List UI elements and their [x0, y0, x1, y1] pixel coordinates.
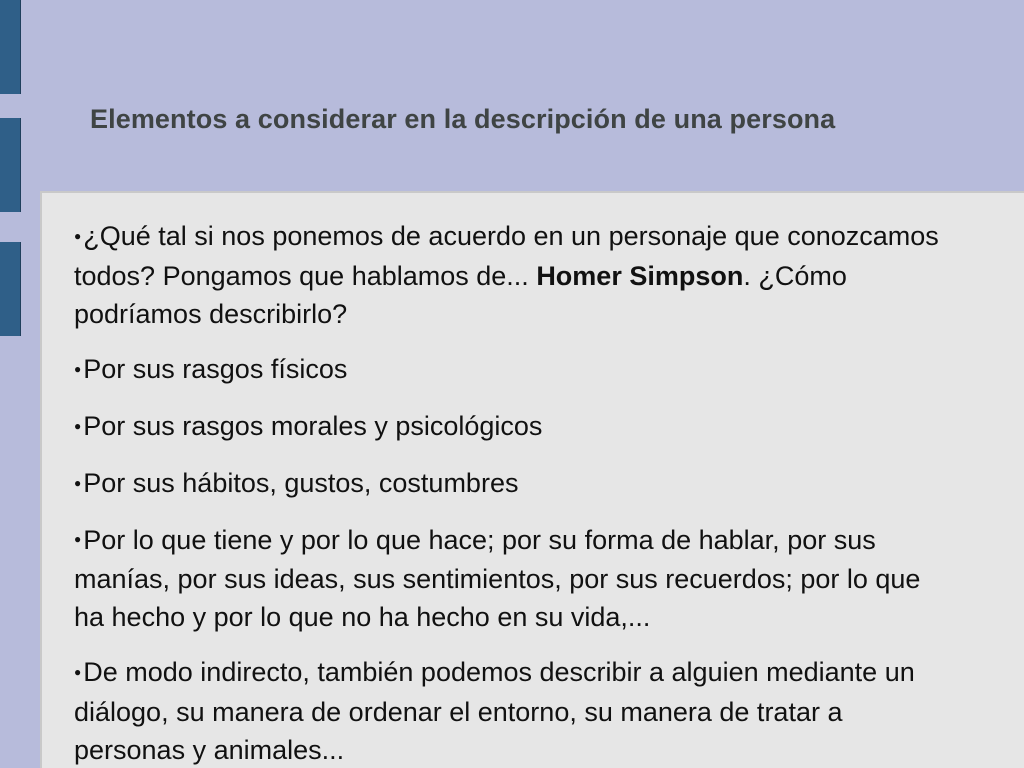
- decorative-side-bar-bottom: [0, 242, 21, 336]
- bullet-icon: ●: [74, 665, 82, 680]
- bullet-text: De modo indirecto, también podemos describir a alguien mediante un diálogo, su manera de ordenar el entorno, su manera de tratar a personas y animales...: [74, 657, 915, 766]
- bullet-item-moral: [74, 407, 954, 447]
- bullet-item-physical: [74, 350, 954, 390]
- bullet-icon: ●: [74, 361, 82, 376]
- bullet-text: Por sus rasgos morales y psicológicos: [83, 410, 543, 441]
- slide-title: Elementos a considerar en la descripción de una persona: [90, 104, 836, 134]
- bullet-text: Por sus hábitos, gustos, costumbres: [83, 467, 519, 498]
- decorative-side-bar-middle: [0, 118, 21, 212]
- bullet-icon: ●: [74, 475, 82, 490]
- bullet-text-before: ¿Qué tal si nos ponemos de acuerdo en un personaje que conozcamos todos? Pongamos que hablamos de...: [74, 221, 939, 291]
- bullet-item-actions: [74, 521, 954, 637]
- content-box: [40, 191, 1024, 768]
- bullet-item-question: [74, 217, 954, 333]
- bullet-text: Por sus rasgos físicos: [83, 353, 348, 384]
- bullet-icon: ●: [74, 228, 82, 243]
- bullet-icon: ●: [74, 532, 82, 547]
- bullet-list: [74, 217, 954, 768]
- bullet-item-indirect: [74, 653, 954, 768]
- bullet-item-habits: [74, 464, 954, 504]
- bullet-icon: ●: [74, 418, 82, 433]
- decorative-side-bar-top: [0, 0, 21, 94]
- bullet-text-after: . ¿Cómo podríamos describirlo?: [74, 260, 847, 329]
- bullet-text: Por lo que tiene y por lo que hace; por su forma de hablar, por sus manías, por sus ideas, sus sentimientos, por sus recuerdos; por lo que ha hecho y por lo que no ha hecho en su vida,...: [74, 524, 921, 633]
- bullet-text-bold: Homer Simpson: [536, 260, 744, 291]
